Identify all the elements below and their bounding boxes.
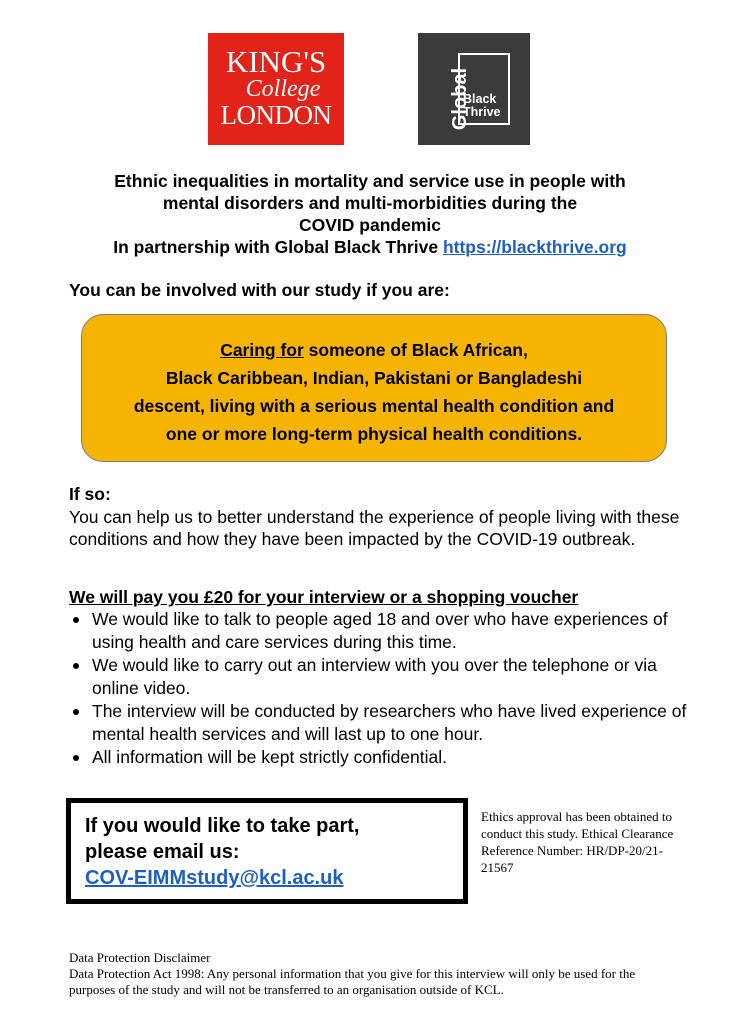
contact-line2: please email us: <box>85 841 240 863</box>
list-item: We would like to carry out an interview with you over the telephone or via online video. <box>69 654 689 700</box>
ethics-approval-note: Ethics approval has been obtained to conduct this study. Ethical Clearance Reference Number: HR/DP-20/21-21567 <box>481 809 674 875</box>
kcl-logo-line2: College <box>245 76 321 102</box>
criteria-line3: descent, living with a serious mental health condition and <box>133 396 615 416</box>
contact-line1: If you would like to take part, <box>85 815 360 837</box>
if-so-text: You can help us to better understand the experience of people living with these conditions and how they have been impacted by the COVID-19 outbreak. <box>69 507 680 549</box>
list-item: All information will be kept strictly confidential. <box>69 746 689 769</box>
contact-email-link[interactable]: COV-EIMMstudy@kcl.ac.uk <box>85 867 344 889</box>
gbt-logo-global: Global <box>449 67 471 131</box>
contact-box <box>66 798 468 904</box>
involve-heading: You can be involved with our study if you are: <box>69 280 450 300</box>
eligibility-criteria-box <box>81 314 667 462</box>
gbt-logo-thrive: Thrive <box>463 105 501 119</box>
kcl-logo-line1: KING'S <box>225 44 327 79</box>
criteria-line1 <box>82 336 666 364</box>
global-black-thrive-logo <box>418 33 530 145</box>
criteria-line1-rest: someone of Black African, <box>303 340 528 360</box>
payment-heading: We will pay you £20 for your interview or a shopping voucher <box>69 587 579 607</box>
criteria-line2: Black Caribbean, Indian, Pakistani or Bangladeshi <box>165 368 583 388</box>
criteria-line4: one or more long-term physical health conditions. <box>165 424 583 444</box>
gbt-logo-black-thrive <box>463 93 501 119</box>
disclaimer-heading: Data Protection Disclaimer <box>69 950 211 965</box>
list-item: We would like to talk to people aged 18 and over who have experiences of using health and care services during this time. <box>69 608 689 654</box>
partnership-text: In partnership with Global Black Thrive <box>113 237 439 257</box>
blackthrive-link[interactable]: https://blackthrive.org <box>442 237 627 257</box>
kcl-logo-line3: LONDON <box>220 100 332 130</box>
kings-college-london-logo <box>208 33 344 145</box>
study-title <box>40 170 700 258</box>
partnership-line <box>40 236 700 258</box>
title-line3: COVID pandemic <box>299 215 441 235</box>
title-line1: Ethnic inequalities in mortality and service use in people with <box>114 171 626 191</box>
title-line2: mental disorders and multi-morbidities during the <box>162 193 578 213</box>
study-details-list <box>69 608 689 769</box>
list-item: The interview will be conducted by researchers who have lived experience of mental health services and will last up to one hour. <box>69 700 689 746</box>
if-so-heading: If so: <box>69 484 111 504</box>
criteria-underlined: Caring for <box>220 340 304 360</box>
data-protection-disclaimer <box>69 950 679 998</box>
disclaimer-text: Data Protection Act 1998: Any personal information that you give for this interview will only be used for the purposes of the study and will not be transferred to an organisation outside of KCL. <box>69 966 636 997</box>
gbt-logo-black: Black <box>463 92 497 106</box>
